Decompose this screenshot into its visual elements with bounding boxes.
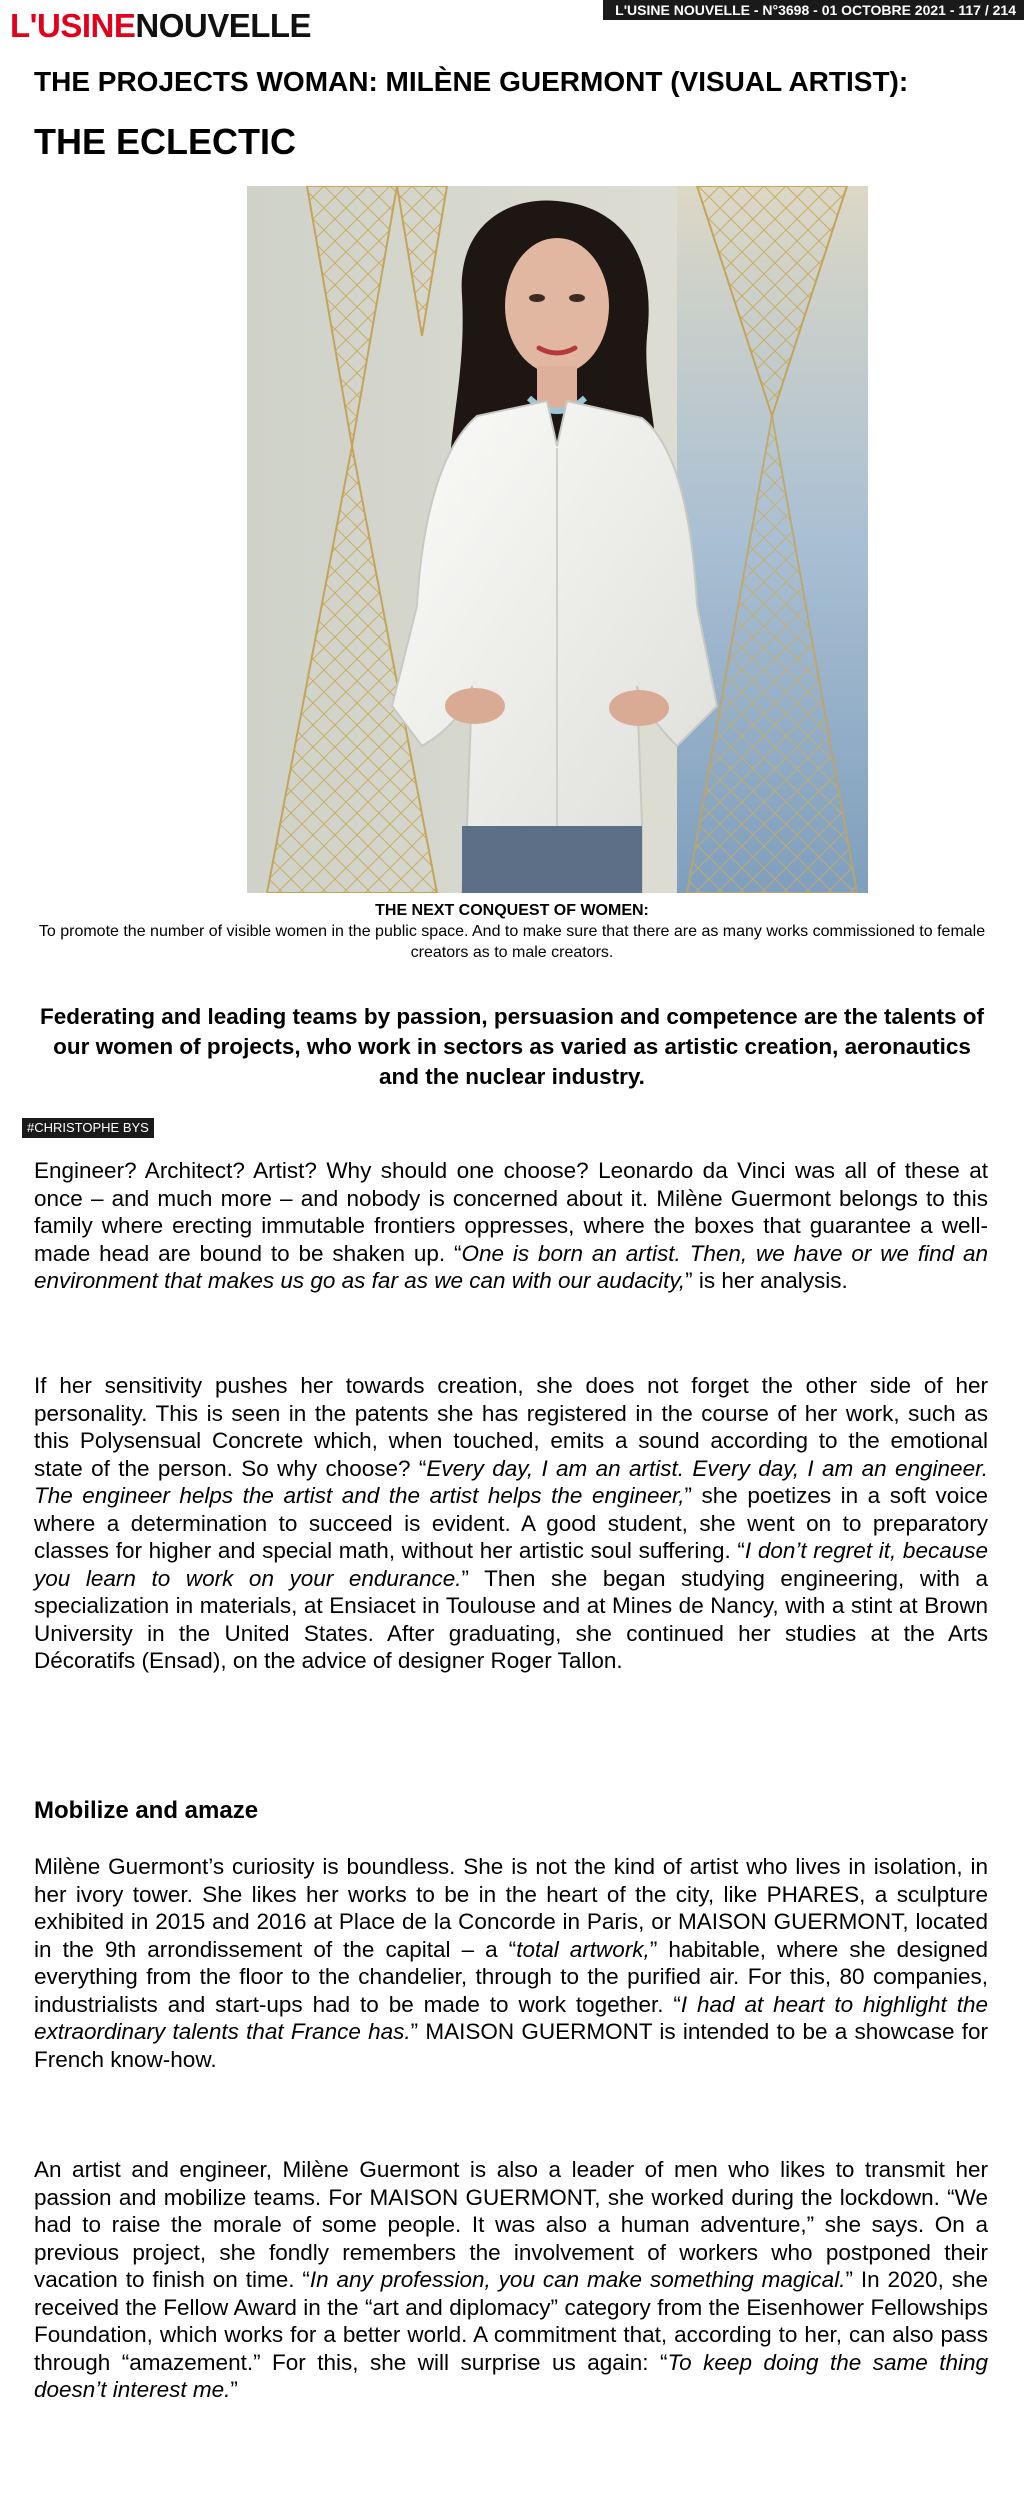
body-paragraph-4 bbox=[34, 2156, 988, 2404]
quote-run: In any profession, you can make something magical. bbox=[309, 2267, 846, 2292]
quote-run: I don’t regret it, because you learn to work on your endurance. bbox=[34, 1538, 988, 1591]
article-headline: THE ECLECTIC bbox=[34, 121, 297, 162]
text-run: ” MAISON GUERMONT is intended to be a showcase for French know-how. bbox=[34, 2019, 988, 2072]
text-run: An artist and engineer, Milène Guermont is also a leader of men who likes to transmit her passion and mobilize teams. For MAISON GUERMONT, she worked during the lockdown. “We had to raise the morale of some people. It was also a human adventure,” she says. On a previous project, she fondly remembers the involvement of workers who postponed their vacation to finish on time. “ bbox=[34, 2157, 988, 2292]
text-run: Engineer? Architect? Artist? Why should one choose? Leonardo da Vinci was all of these at once – and much more – and nobody is concerned about it. Milène Guermont belongs to this family where erecting immutable frontiers oppresses, where the boxes that guarantee a well-made head are bound to be shaken up. “ bbox=[34, 1158, 988, 1266]
text-run: ” she poetizes in a soft voice where a determination to succeed is evident. A good student, she went on to preparatory classes for higher and special math, without her artistic soul suffering. “ bbox=[34, 1483, 988, 1563]
publication-logo[interactable] bbox=[10, 6, 311, 46]
text-run: ” is her analysis. bbox=[685, 1268, 848, 1293]
quote-run: To keep doing the same thing doesn’t interest me. bbox=[34, 2349, 988, 2402]
body-paragraph-3 bbox=[34, 1853, 988, 2073]
photo-caption bbox=[30, 900, 994, 963]
quote-run: One is born an artist. Then, we have or we find an environment that makes us go as far as we can with our audacity, bbox=[34, 1240, 988, 1293]
text-run: ” Then she began studying engineering, with a specialization in materials, at Ensiacet in Toulouse and at Mines de Nancy, with a stint at Brown University in the United States. After graduating, she continued her studies at the Arts Décoratifs (Ensad), on the advice of designer Roger Tallon. bbox=[34, 1565, 988, 1673]
issue-banner: L'USINE NOUVELLE - N°3698 - 01 OCTOBRE 2021 - 117 / 214 bbox=[603, 0, 1024, 20]
body-paragraph-1 bbox=[34, 1157, 988, 1295]
logo-part-usine: L'USINE bbox=[10, 7, 136, 44]
text-run: ” In 2020, she received the Fellow Award in the “art and diplomacy” category from the Eisenhower Fellowships Foundation, which works for a better world. A commitment that, according to her, can also pass through “amazement.” For this, she will surprise us again: “ bbox=[34, 2267, 988, 2375]
article-lede: Federating and leading teams by passion, persuasion and competence are the talents of our women of projects, who work in sectors as varied as artistic creation, aeronautics and the nuclear industry. bbox=[40, 1004, 984, 1089]
article-kicker: THE PROJECTS WOMAN: MILÈNE GUERMONT (VISUAL ARTIST): bbox=[34, 66, 909, 97]
text-run: ” habitable, where she designed everything from the floor to the chandelier, through to the purified air. For this, 80 companies, industrialists and start-ups had to be made to work together. “ bbox=[34, 1936, 988, 2017]
quote-run: I had at heart to highlight the extraordinary talents that France has. bbox=[34, 1991, 988, 2044]
text-run: Milène Guermont’s curiosity is boundless. She is not the kind of artist who lives in isolation, in her ivory tower. She likes her works to be in the heart of the city, like PHARES, a sculpture exhibited in 2015 and 2016 at Place de la Concorde in Paris, or MAISON GUERMONT, located in the 9th arrondissement of the capital – a “ bbox=[34, 1854, 988, 1962]
logo-part-nouvelle: NOUVELLE bbox=[135, 7, 312, 44]
quote-run: total artwork, bbox=[516, 1936, 650, 1962]
quote-run: Every day, I am an artist. Every day, I am an engineer. The engineer helps the artist and the artist helps the engineer, bbox=[34, 1455, 988, 1508]
photo-credit-badge: #CHRISTOPHE BYS bbox=[22, 1118, 154, 1138]
body-paragraph-2 bbox=[34, 1372, 988, 1675]
caption-title: THE NEXT CONQUEST OF WOMEN: bbox=[375, 902, 649, 919]
portrait-photo bbox=[247, 186, 868, 893]
text-run: If her sensitivity pushes her towards creation, she does not forget the other side of her personality. This is seen in the patents she has registered in the course of her work, such as this Polysensual Concrete which, when touched, emits a sound according to the emotional state of the person. So why choose? “ bbox=[34, 1373, 988, 1481]
section-subhead: Mobilize and amaze bbox=[34, 1797, 259, 1824]
text-run: ” bbox=[230, 2377, 238, 2402]
masthead bbox=[10, 6, 311, 48]
caption-text: To promote the number of visible women in the public space. And to make sure that there are as many works commissioned to female creators as to male creators. bbox=[38, 923, 986, 961]
